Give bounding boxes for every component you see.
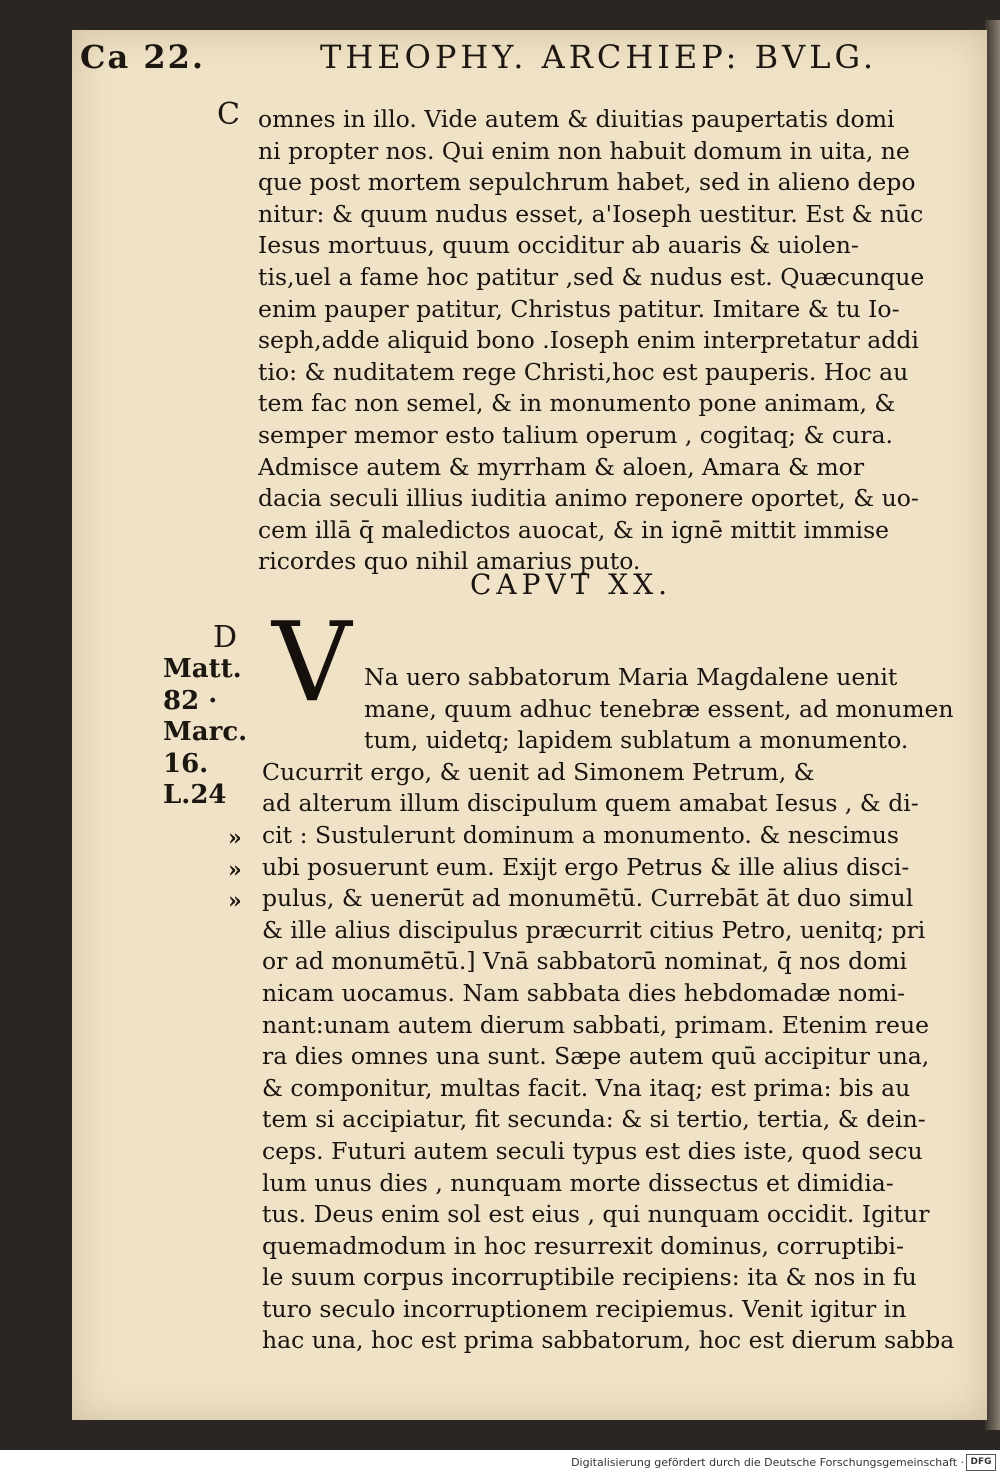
- margin-reference: L.24: [163, 780, 227, 811]
- text-line: turo seculo incorruptionem recipiemus. Venit igitur in: [262, 1294, 907, 1323]
- dfg-logo: DFG: [966, 1454, 996, 1471]
- text-line: ricordes quo nihil amarius puto.: [258, 547, 641, 576]
- text-line: hac una, hoc est prima sabbatorum, hoc est dierum sabba: [262, 1326, 955, 1355]
- margin-reference: Marc.: [163, 717, 248, 748]
- margin-quote-marks: [228, 822, 242, 917]
- text-line: & componitur, multas facit. Vna itaq; est prima: bis au: [262, 1073, 911, 1102]
- text-line: cit : Sustulerunt dominum a monumento. & nescimus: [262, 820, 899, 849]
- drop-cap: V: [272, 598, 352, 726]
- text-line: tem si accipiatur, fit secunda: & si tertio, tertia, & dein-: [262, 1105, 926, 1134]
- text-line: Cucurrit ergo, & uenit ad Simonem Petrum, &: [262, 757, 815, 786]
- text-line: & ille alius discipulus præcurrit citius Petro, uenitq; pri: [262, 915, 926, 944]
- text-line: que post mortem sepulchrum habet, sed in alieno depo: [258, 168, 916, 197]
- text-line: quemadmodum in hoc resurrexit dominus, corruptibi-: [262, 1231, 904, 1260]
- chapter-title: CAPVT XX.: [470, 568, 673, 601]
- text-line: lum unus dies , nunquam morte dissectus et dimidia-: [262, 1168, 894, 1197]
- text-line: cem illā q̄ maledictos auocat, & in ignē mittit immise: [258, 515, 890, 544]
- text-line: omnes in illo. Vide autem & diuitias paupertatis domi: [258, 105, 895, 133]
- section-marker-c: C: [217, 97, 240, 132]
- commentary-text: [258, 104, 924, 578]
- text-line: pulus, & uenerūt ad monumētū. Currebāt āt duo simul: [262, 884, 914, 913]
- quote-mark: »: [228, 888, 242, 915]
- text-line: Admisce autem & myrrham & aloen, Amara & mor: [258, 452, 865, 481]
- text-line: ubi posuerunt eum. Exijt ergo Petrus & ille alius disci-: [262, 852, 910, 881]
- margin-reference: 16.: [163, 748, 209, 779]
- text-line: ad alterum illum discipulum quem amabat Iesus , & di-: [262, 789, 919, 818]
- text-line: nant:unam autem dierum sabbati, primam. Etenim reue: [262, 1010, 929, 1039]
- text-line: ceps. Futuri autem seculi typus est dies iste, quod secu: [262, 1136, 923, 1165]
- text-line: tio: & nuditatem rege Christi,hoc est pauperis. Hoc au: [258, 357, 909, 386]
- section-marker-d: D: [213, 620, 238, 655]
- text-line: semper memor esto talium operum , cogitaq; & cura.: [258, 420, 893, 449]
- book-edge: [985, 20, 1000, 1430]
- text-line: le suum corpus incorruptibile recipiens: ita & nos in fu: [262, 1263, 917, 1292]
- digitization-credit: Digitalisierung gefördert durch die Deutsche Forschungsgemeinschaft ·: [571, 1456, 964, 1469]
- margin-reference: Matt.: [163, 654, 242, 684]
- text-line: dacia seculi illius iuditia animo reponere oportet, & uo-: [258, 484, 919, 513]
- text-line: Na uero sabbatorum Maria Magdalene uenit: [364, 663, 898, 691]
- margin-reference: 82 ·: [163, 685, 218, 716]
- text-line: ra dies omnes una sunt. Sæpe autem quū accipitur una,: [262, 1042, 930, 1071]
- running-title: THEOPHY. ARCHIEP: BVLG.: [320, 38, 878, 76]
- text-line: tus. Deus enim sol est eius , qui nunquam occidit. Igitur: [262, 1200, 930, 1229]
- text-line: seph,adde aliquid bono .Ioseph enim interpretatur addi: [258, 326, 919, 355]
- page-reference: Ca 22.: [80, 38, 206, 76]
- chapter-text: [262, 662, 954, 1357]
- text-line: mane, quum adhuc tenebræ essent, ad monumen: [364, 694, 954, 723]
- text-line: tem fac non semel, & in monumento pone animam, &: [258, 389, 896, 418]
- margin-references: [163, 655, 263, 813]
- text-line: nitur: & quum nudus esset, a'Ioseph uestitur. Est & nūc: [258, 199, 924, 228]
- text-line: enim pauper patitur, Christus patitur. Imitare & tu Io-: [258, 294, 900, 323]
- text-line: Iesus mortuus, quum occiditur ab auaris & uiolen-: [258, 231, 859, 260]
- digitization-footer: [0, 1450, 1000, 1474]
- quote-mark: »: [228, 825, 242, 851]
- quote-mark: »: [228, 856, 242, 883]
- text-line: ni propter nos. Qui enim non habuit domum in uita, ne: [258, 136, 910, 165]
- text-line: tum, uidetq; lapidem sublatum a monumento.: [364, 726, 909, 755]
- text-line: tis,uel a fame hoc patitur ,sed & nudus est. Quæcunque: [258, 262, 925, 291]
- text-line: nicam uocamus. Nam sabbata dies hebdomadæ nomi-: [262, 978, 906, 1007]
- text-line: or ad monumētū.] Vnā sabbatorū nominat, q̄ nos domi: [262, 947, 908, 976]
